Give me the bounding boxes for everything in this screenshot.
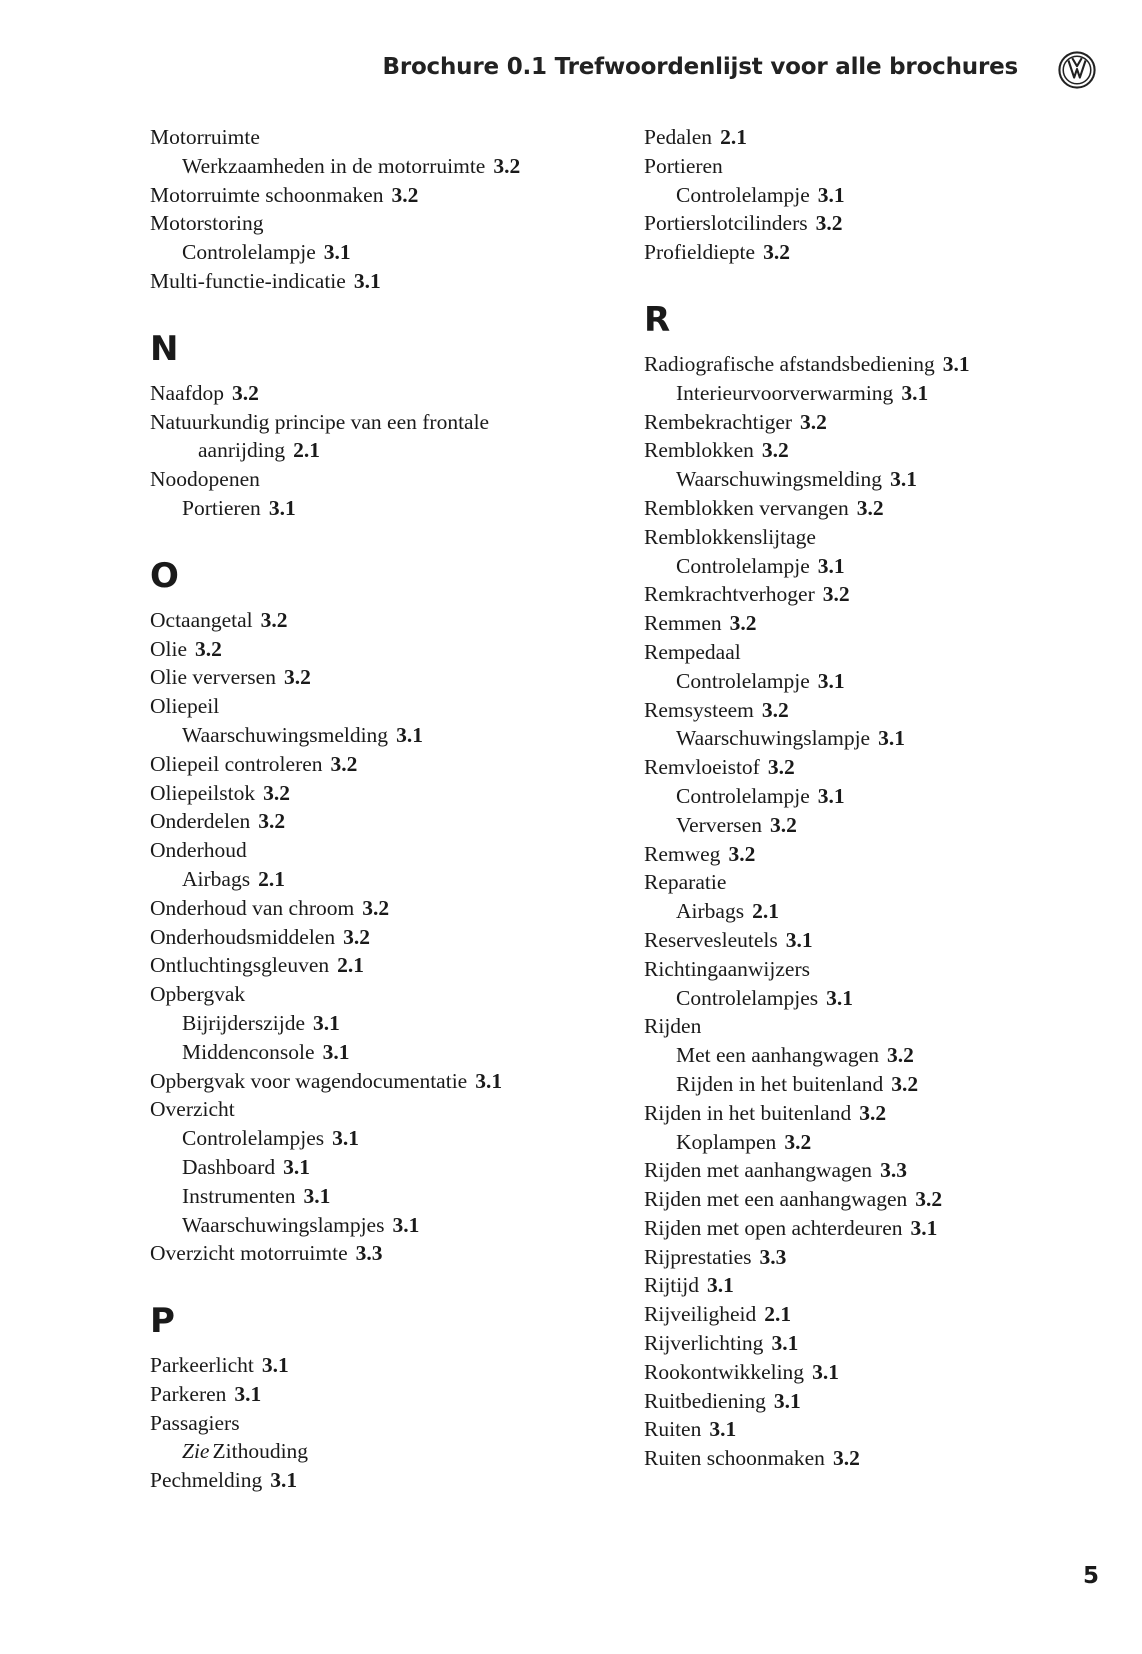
brochure-reference: 3.2 [784, 1129, 812, 1154]
index-subentry [150, 1153, 610, 1182]
index-term: Ruitbediening [644, 1388, 766, 1413]
index-entry [644, 123, 1114, 152]
brochure-reference: 3.1 [313, 1010, 340, 1035]
index-term: Bijrijderszijde [182, 1010, 305, 1035]
index-term: Natuurkundig principe van een frontale [150, 409, 490, 434]
index-column-left [150, 123, 610, 1495]
brochure-reference: 3.1 [283, 1154, 311, 1179]
index-term: Werkzaamheden in de motorruimte [182, 153, 486, 178]
index-subentry [644, 1070, 1114, 1099]
index-term: Remsysteem [644, 697, 754, 722]
brochure-reference: 2.1 [720, 125, 747, 149]
index-entry [150, 1239, 610, 1268]
index-subentry [644, 465, 1114, 494]
index-term: Verversen [676, 812, 762, 837]
index-entry [644, 1214, 1114, 1243]
index-entry [644, 840, 1114, 869]
index-term: Airbags [676, 899, 745, 924]
index-term: Remweg [644, 841, 721, 866]
index-subentry [150, 1124, 610, 1153]
brochure-reference: 3.2 [761, 697, 789, 722]
index-term: Opbergvak [150, 982, 246, 1007]
index-entry [644, 1358, 1114, 1387]
index-entry [644, 152, 1114, 181]
index-term: Middenconsole [182, 1039, 315, 1064]
index-subentry [150, 1182, 610, 1211]
index-term: Remmen [644, 611, 722, 636]
brochure-reference: 3.1 [268, 495, 296, 520]
index-entry [150, 1067, 610, 1096]
index-term: Koplampen [676, 1129, 777, 1154]
brochure-reference: 2.1 [764, 1302, 792, 1327]
index-entry [644, 238, 1114, 267]
brochure-reference: 3.1 [475, 1068, 503, 1093]
section-letter-heading: R [644, 299, 671, 340]
index-term: aanrijding [198, 438, 286, 463]
brochure-reference: 3.1 [942, 351, 970, 376]
index-term: Met een aanhangwagen [676, 1043, 879, 1068]
index-entry [644, 638, 1114, 667]
brochure-reference: 3.2 [767, 755, 795, 780]
index-term: Onderhoudsmiddelen [150, 924, 336, 949]
index-term: Pedalen [644, 125, 713, 149]
index-term: Noodopenen [150, 467, 260, 492]
page-number: 5 [1083, 1563, 1100, 1589]
index-term: Rijden met aanhangwagen [644, 1158, 873, 1183]
index-subentry [150, 152, 610, 181]
index-term: Overzicht [150, 1097, 235, 1122]
index-term: Rempedaal [644, 639, 741, 664]
brochure-reference: 3.1 [322, 1039, 350, 1064]
index-subentry [644, 181, 1114, 210]
index-entry [150, 663, 610, 692]
index-term: Olie [150, 636, 188, 661]
index-term: Rijverlichting [644, 1331, 764, 1356]
index-entry [644, 1099, 1114, 1128]
index-term: Controlelampje [676, 182, 810, 207]
index-term: Portieren [644, 153, 723, 178]
brochure-reference: 3.2 [822, 582, 850, 607]
brochure-reference: 3.1 [773, 1388, 801, 1413]
index-entry [644, 1156, 1114, 1185]
brochure-reference: 3.3 [880, 1158, 907, 1183]
index-term: Rembekrachtiger [644, 409, 793, 434]
index-term: Rijtijd [644, 1273, 699, 1298]
index-entry [644, 209, 1114, 238]
index-term: Remkrachtverhoger [644, 582, 815, 607]
index-entry [150, 408, 610, 437]
index-entry [644, 955, 1114, 984]
brochure-reference: 3.1 [771, 1331, 799, 1356]
index-term: Profieldiepte [644, 240, 756, 265]
brochure-reference: 3.2 [195, 636, 222, 661]
index-term: Motorstoring [150, 211, 264, 236]
index-term: Rijprestaties [644, 1244, 752, 1269]
index-entry [150, 1466, 610, 1495]
index-entry [644, 436, 1114, 465]
index-entry [150, 951, 610, 980]
index-term: Parkeerlicht [150, 1353, 254, 1378]
index-entry [644, 1415, 1114, 1444]
index-term: Parkeren [150, 1381, 227, 1406]
brochure-reference: 3.2 [815, 211, 843, 236]
index-entry [150, 1380, 610, 1409]
brochure-reference: 3.1 [270, 1468, 298, 1493]
brochure-reference: 3.1 [303, 1183, 331, 1208]
index-term: Controlelampjes [182, 1126, 325, 1151]
index-entry [150, 1351, 610, 1380]
index-term: Rijveiligheid [644, 1302, 757, 1327]
index-term: Controlelampje [676, 553, 810, 578]
brochure-reference: 3.2 [260, 607, 288, 632]
index-entry [150, 379, 610, 408]
brochure-reference: 3.1 [826, 985, 853, 1010]
brochure-reference: 3.1 [785, 927, 813, 952]
index-term: Oliepeil [150, 694, 220, 719]
index-subentry [150, 1211, 610, 1240]
index-term: Ontluchtingsgleuven [150, 953, 330, 978]
see-reference-label: Zie [182, 1439, 210, 1464]
brochure-reference: 3.1 [817, 182, 845, 207]
index-entry [150, 181, 610, 210]
index-term: Onderhoud [150, 838, 247, 863]
index-subentry [150, 721, 610, 750]
index-subentry [644, 897, 1114, 926]
vw-logo-icon [1058, 51, 1096, 89]
index-entry [644, 1271, 1114, 1300]
index-term: Waarschuwingslampje [676, 726, 871, 751]
index-entry [644, 1185, 1114, 1214]
index-term: Motorruimte [150, 125, 260, 149]
brochure-reference: 3.1 [817, 553, 845, 578]
index-term: Rijden met open achterdeuren [644, 1215, 903, 1240]
index-entry [150, 1409, 610, 1438]
index-subentry [644, 724, 1114, 753]
index-term: Remvloeistof [644, 755, 760, 780]
brochure-reference: 3.1 [234, 1381, 262, 1406]
index-entry [644, 609, 1114, 638]
brochure-reference: 3.1 [392, 1212, 420, 1237]
index-entry [644, 580, 1114, 609]
index-term: Rijden in het buitenland [644, 1100, 852, 1125]
index-term: Controlelampje [676, 668, 810, 693]
index-subentry [150, 238, 610, 267]
index-entry [150, 267, 610, 296]
brochure-reference: 3.2 [263, 780, 290, 805]
index-subentry [644, 379, 1114, 408]
brochure-reference: 2.1 [337, 953, 365, 978]
index-term: Olie verversen [150, 665, 276, 690]
index-term: Portieren [182, 495, 261, 520]
brochure-reference: 2.1 [258, 866, 285, 891]
brochure-reference: 3.1 [709, 1417, 737, 1442]
brochure-reference: 3.2 [258, 809, 286, 834]
index-term: Multi-functie-indicatie [150, 268, 346, 293]
brochure-reference: 3.2 [891, 1071, 919, 1096]
index-term: Onderhoud van chroom [150, 895, 355, 920]
index-term: Waarschuwingslampjes [182, 1212, 385, 1237]
brochure-reference: 3.2 [859, 1100, 887, 1125]
brochure-reference: 3.1 [817, 668, 845, 693]
brochure-reference: 3.1 [261, 1353, 289, 1378]
index-term: Onderdelen [150, 809, 251, 834]
index-entry [644, 350, 1114, 379]
index-term: Airbags [182, 866, 251, 891]
brochure-reference: 3.2 [763, 240, 790, 265]
index-subentry [644, 811, 1114, 840]
brochure-reference: 3.1 [353, 268, 381, 293]
index-term: Dashboard [182, 1154, 276, 1179]
brochure-reference: 3.1 [812, 1359, 839, 1384]
index-term: Controlelampje [676, 783, 810, 808]
index-entry [150, 807, 610, 836]
index-term: Overzicht motorruimte [150, 1241, 348, 1266]
index-entry [150, 123, 610, 152]
index-term: Controlelampje [182, 240, 316, 265]
index-entry [150, 635, 610, 664]
index-term: Naafdop [150, 380, 225, 405]
index-subentry [644, 1128, 1114, 1157]
index-entry [644, 1243, 1114, 1272]
index-entry [644, 1329, 1114, 1358]
index-subentry [150, 1038, 610, 1067]
index-term: Ruiten schoonmaken [644, 1446, 825, 1471]
brochure-reference: 3.2 [729, 611, 757, 636]
brochure-reference: 3.1 [706, 1273, 734, 1298]
index-entry [150, 750, 610, 779]
index-term: Rookontwikkeling [644, 1359, 805, 1384]
brochure-reference: 3.1 [396, 722, 423, 747]
index-entry [150, 692, 610, 721]
index-term: Radiografische afstandsbediening [644, 351, 935, 376]
brochure-reference: 3.2 [856, 495, 884, 520]
index-entry [150, 1095, 610, 1124]
brochure-reference: 3.1 [332, 1126, 359, 1151]
index-term: Portierslotcilinders [644, 211, 808, 236]
index-entry [644, 868, 1114, 897]
index-term: Rijden [644, 1014, 702, 1039]
index-term: Remblokken vervangen [644, 495, 849, 520]
brochure-reference: 3.2 [232, 380, 259, 405]
brochure-reference: 3.2 [283, 665, 311, 690]
index-entry [150, 894, 610, 923]
index-term: Zithouding [212, 1439, 309, 1464]
index-entry [150, 606, 610, 635]
index-subentry [644, 1041, 1114, 1070]
index-subentry [150, 865, 610, 894]
brochure-reference: 3.2 [832, 1446, 860, 1471]
index-entry [150, 923, 610, 952]
index-entry [644, 926, 1114, 955]
index-entry [644, 523, 1114, 552]
index-term: Pechmelding [150, 1468, 263, 1493]
brochure-reference: 3.2 [886, 1043, 914, 1068]
section-letter-heading: N [150, 328, 179, 369]
brochure-reference: 3.1 [910, 1215, 938, 1240]
index-subentry [150, 1437, 610, 1466]
brochure-reference: 3.3 [759, 1244, 787, 1269]
brochure-reference: 3.2 [915, 1187, 943, 1212]
brochure-reference: 3.2 [391, 182, 419, 207]
index-term: Interieurvoorverwarming [676, 380, 894, 405]
section-letter-heading: P [150, 1301, 175, 1342]
brochure-reference: 3.2 [362, 895, 390, 920]
index-term: Waarschuwingsmelding [182, 722, 389, 747]
index-entry [644, 408, 1114, 437]
brochure-reference: 2.1 [752, 899, 779, 924]
brochure-reference: 3.2 [343, 924, 370, 949]
brochure-reference: 3.1 [901, 380, 929, 405]
index-entry [644, 696, 1114, 725]
index-entry [644, 1444, 1114, 1473]
brochure-reference: 3.2 [761, 438, 789, 463]
index-term: Ruiten [644, 1417, 702, 1442]
index-entry [150, 836, 610, 865]
index-term: Rijden met een aanhangwagen [644, 1187, 908, 1212]
brochure-reference: 3.1 [323, 240, 351, 265]
index-entry [644, 1300, 1114, 1329]
brochure-reference: 3.1 [890, 467, 917, 492]
brochure-reference: 3.2 [330, 751, 358, 776]
index-term: Instrumenten [182, 1183, 296, 1208]
brochure-reference: 3.1 [878, 726, 905, 751]
brochure-reference: 3.2 [493, 153, 521, 178]
index-subentry [644, 984, 1114, 1013]
section-letter-heading: O [150, 555, 179, 596]
index-subentry [644, 552, 1114, 581]
index-subentry [150, 436, 610, 465]
index-subentry [644, 782, 1114, 811]
index-subentry [150, 1009, 610, 1038]
index-entry [644, 1387, 1114, 1416]
index-entry [644, 494, 1114, 523]
brochure-reference: 3.2 [800, 409, 827, 434]
index-entry [644, 1012, 1114, 1041]
page-header-title: Brochure 0.1 Trefwoordenlijst voor alle brochures [382, 54, 1018, 80]
index-term: Remblokkenslijtage [644, 524, 816, 549]
index-term: Waarschuwingsmelding [676, 467, 883, 492]
index-entry [644, 753, 1114, 782]
brochure-reference: 3.1 [817, 783, 845, 808]
index-term: Controlelampjes [676, 985, 819, 1010]
index-entry [150, 980, 610, 1009]
index-term: Rijden in het buitenland [676, 1071, 884, 1096]
brochure-reference: 2.1 [293, 438, 321, 463]
index-term: Octaangetal [150, 607, 253, 632]
brochure-reference: 3.2 [728, 841, 756, 866]
index-term: Remblokken [644, 438, 754, 463]
index-term: Motorruimte schoonmaken [150, 182, 384, 207]
index-term: Richtingaanwijzers [644, 956, 810, 981]
index-term: Opbergvak voor wagendocumentatie [150, 1068, 468, 1093]
brochure-reference: 3.2 [769, 812, 797, 837]
index-column-right [644, 123, 1114, 1473]
index-term: Passagiers [150, 1410, 240, 1435]
index-term: Reparatie [644, 870, 727, 895]
index-subentry [150, 494, 610, 523]
index-entry [150, 209, 610, 238]
index-entry [150, 779, 610, 808]
index-term: Oliepeilstok [150, 780, 256, 805]
index-term: Reservesleutels [644, 927, 778, 952]
index-term: Oliepeil controleren [150, 751, 323, 776]
index-entry [150, 465, 610, 494]
index-subentry [644, 667, 1114, 696]
brochure-reference: 3.3 [355, 1241, 383, 1266]
